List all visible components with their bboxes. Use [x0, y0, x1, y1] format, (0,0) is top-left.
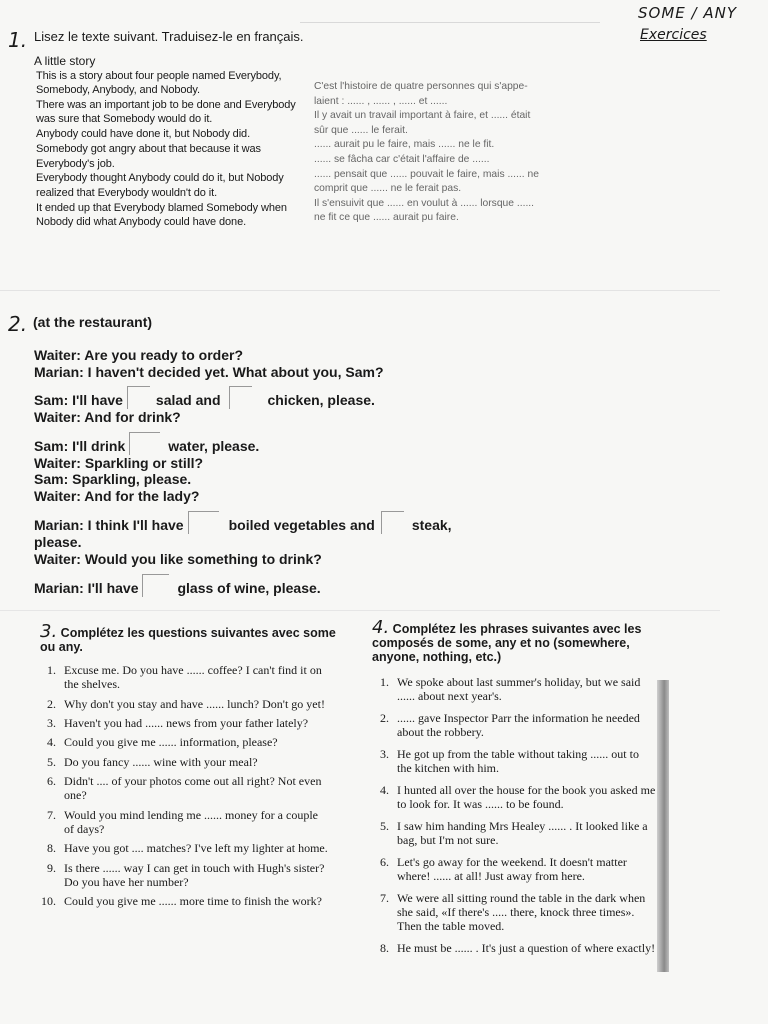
dialogue-text: glass of wine, please.: [177, 580, 321, 596]
dialogue-text: Marian: I'll have: [34, 580, 139, 596]
translation-line: ...... aurait pu le faire, mais ...... ne le fit.: [314, 139, 495, 151]
corner-subtitle: Exercices: [640, 27, 707, 43]
list-item: 9. Is there ...... way I can get in touch with Hugh's sister? Do you have her number?: [47, 860, 325, 889]
list-item: 7. We were all sitting round the table in the dark when she said, «If there's ..... there, knock three times». Then the table moved.: [380, 891, 646, 934]
dialogue-text: water, please.: [168, 437, 260, 454]
list-item: 3. Haven't you had ...... news from your father lately?: [47, 715, 309, 730]
section1-instruction: Lisez le texte suivant. Traduisez-le en français.: [34, 29, 304, 44]
dialogue-line: [34, 511, 594, 534]
restaurant-dialogue: [34, 347, 594, 597]
dialogue-text: salad and: [155, 392, 221, 408]
list-item: 5. I saw him handing Mrs Healey ...... . It looked like a bag, but I'm not sure.: [380, 819, 648, 848]
translation-line: comprit que ...... ne le ferait pas.: [314, 183, 462, 195]
answer-blank[interactable]: [229, 386, 252, 409]
section4-instruction: Complétez les phrases suivantes avec les composés de some, any et no (somewhere, anyone, nothing, etc.): [372, 622, 642, 664]
dialogue-text: Waiter: Would you like something to drink?: [34, 550, 322, 567]
dialogue-line: [34, 488, 594, 505]
list-item: 3. He got up from the table without taking ...... out to the kitchen with him.: [380, 747, 639, 776]
section2-heading: (at the restaurant): [33, 314, 153, 330]
story-english: [36, 69, 301, 230]
list-item: 2. ...... gave Inspector Parr the information he needed about the robbery.: [380, 711, 640, 740]
list-item: 8. He must be ...... . It's just a question of where exactly!: [380, 941, 656, 956]
section4-number: 4.: [372, 617, 390, 638]
section3-heading: [40, 621, 340, 654]
list-item: 8. Have you got .... matches? I've left my lighter at home.: [47, 841, 328, 856]
list-item: 6. Let's go away for the weekend. It doesn't matter where! ...... at all! Just away from here.: [380, 855, 627, 884]
story-paragraph: Everybody thought Anybody could do it, but Nobody realized that Everybody wouldn't do it.: [36, 172, 284, 199]
dialogue-line: [34, 574, 594, 597]
section3-questions: [38, 663, 328, 914]
dialogue-text: Sam: I'll have: [34, 392, 123, 408]
story-paragraph: There was an important job to be done and Everybody was sure that Somebody would do it.: [36, 99, 296, 126]
dialogue-text: steak,: [411, 517, 452, 533]
translation-line: C'est l'histoire de quatre personnes qui s'appe-: [314, 81, 528, 92]
translation-line: Il s'ensuivit que ...... en voulut à ...... lorsque ......: [314, 197, 535, 209]
divider: [0, 610, 720, 611]
dialogue-line: [34, 551, 594, 568]
dialogue-text: boiled vegetables and: [228, 517, 375, 533]
translation-line: laient : ...... , ...... , ...... et ......: [314, 95, 448, 107]
dialogue-text: Sam: Sparkling, please.: [34, 471, 192, 487]
answer-blank[interactable]: [381, 511, 404, 534]
translation-line: ...... pensait que ...... pouvait le faire, mais ...... ne: [314, 168, 539, 180]
section3-number: 3.: [40, 621, 58, 642]
dialogue-line: [34, 364, 594, 381]
translation-line: ...... se fâcha car c'était l'affaire de ......: [314, 153, 490, 165]
scan-shadow-edge: [657, 680, 669, 972]
section3-instruction: Complétez les questions suivantes avec some ou any.: [40, 626, 336, 654]
dialogue-text: Sam: I'll drink: [34, 437, 126, 454]
dialogue-line: [34, 432, 594, 455]
section4-heading: [372, 617, 662, 664]
section4-sentences: [371, 675, 656, 963]
list-item: 1. Excuse me. Do you have ...... coffee? I can't find it on the shelves.: [47, 663, 322, 692]
section1-number: 1.: [8, 28, 28, 52]
dialogue-line: [34, 534, 594, 551]
dialogue-text: Waiter: Sparkling or still?: [34, 454, 204, 471]
dialogue-text: Marian: I haven't decided yet. What about you, Sam?: [34, 363, 384, 380]
story-paragraph: Anybody could have done it, but Nobody did.: [36, 128, 251, 141]
answer-blank[interactable]: [188, 511, 219, 534]
list-item: 5. Do you fancy ...... wine with your meal?: [47, 754, 258, 769]
answer-blank[interactable]: [129, 432, 160, 455]
dialogue-line: [34, 409, 594, 426]
dialogue-text: Waiter: And for the lady?: [34, 487, 200, 504]
section2-number: 2.: [8, 312, 28, 336]
list-item: 4. Could you give me ...... information, please?: [47, 735, 278, 750]
dialogue-text: Marian: I think I'll have: [34, 517, 184, 533]
dialogue-text: chicken, please.: [267, 392, 375, 408]
divider: [300, 22, 600, 23]
story-paragraph: Somebody got angry about that because it was Everybody's job.: [36, 143, 261, 170]
dialogue-text: Waiter: Are you ready to order?: [34, 347, 244, 363]
list-item: 1. We spoke about last summer's holiday, but we said ...... about next year's.: [380, 675, 641, 704]
corner-title: SOME / ANY: [638, 4, 737, 22]
story-paragraph: It ended up that Everybody blamed Somebody when Nobody did what Anybody could have done.: [36, 201, 287, 228]
story-french-translation: [314, 80, 576, 226]
translation-line: sûr que ...... le ferait.: [314, 124, 408, 136]
list-item: 4. I hunted all over the house for the book you asked me to look for. It was ...... to be found.: [380, 783, 656, 812]
list-item: 7. Would you mind lending me ...... money for a couple of days?: [47, 807, 318, 836]
dialogue-line: [34, 386, 594, 409]
list-item: 2. Why don't you stay and have ...... lunch? Don't go yet!: [47, 696, 325, 711]
story-paragraph: This is a story about four people named Everybody, Somebody, Anybody, and Nobody.: [36, 70, 282, 97]
dialogue-line: [34, 347, 594, 364]
answer-blank[interactable]: [142, 574, 169, 597]
translation-line: ne fit ce que ...... aurait pu faire.: [314, 212, 459, 224]
answer-blank[interactable]: [127, 386, 150, 409]
translation-line: Il y avait un travail important à faire, et ...... était: [314, 110, 531, 122]
dialogue-line: [34, 455, 594, 472]
story-title: A little story: [34, 54, 96, 68]
dialogue-line: [34, 471, 594, 488]
list-item: 10. Could you give me ...... more time to finish the work?: [41, 894, 322, 909]
list-item: 6. Didn't .... of your photos come out all right? Not even one?: [47, 774, 322, 803]
dialogue-text: please.: [34, 534, 82, 550]
dialogue-text: Waiter: And for drink?: [34, 409, 181, 425]
divider: [0, 290, 720, 291]
